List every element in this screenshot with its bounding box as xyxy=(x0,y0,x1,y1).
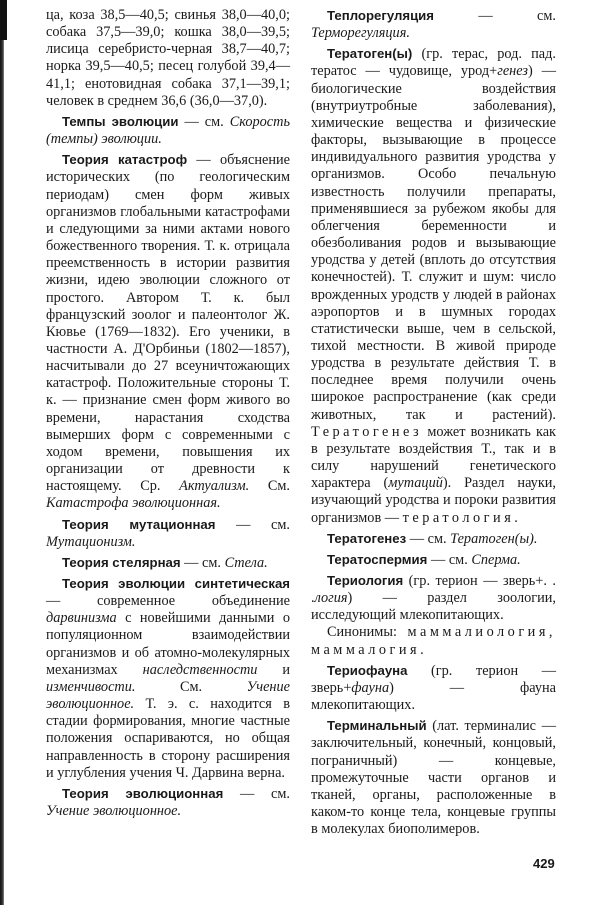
entry-reference: Учение эволюционное. xyxy=(46,803,182,820)
entry-see: — см. xyxy=(433,8,556,24)
entry-text: — современное объединение xyxy=(46,593,290,610)
entry-teratogeny xyxy=(311,45,556,526)
entry-teoriya-evolyutsii-sinteticheskaya xyxy=(46,575,290,782)
entry-reference: Катастрофа эволюционная. xyxy=(46,495,221,512)
entry-see: — см. xyxy=(223,785,290,802)
synonyms-label: Синонимы: xyxy=(327,624,408,641)
entry-text: ца, коза 38,5—40,5; свинья 38,0—40,0; собака 37,5—39,0; кошка 38,0—39,5; лисица серебристо-черная 38,7—40,7; норка 39,5—40,5; песец голубой 39,4—41,1; енотовидная собака 37,1—39,1; человек в среднем 36,6 (36,0—37,0). xyxy=(46,7,290,109)
entry-reference: Актуализм. xyxy=(179,478,250,495)
entry-reference: Скорость (темпы) эволюции. xyxy=(46,113,290,148)
entry-text: может возникать как в результате воздействия Т., так и в силу нарушений генетического характера ( xyxy=(311,423,556,492)
entry-text: ) — раздел зоологии, исследующий млекопитающих. xyxy=(311,590,556,624)
entry-continuation-temperatures xyxy=(46,7,290,110)
entry-text: (гр. терион — зверь+ xyxy=(311,662,556,696)
entry-reference: Учение эволюционное. xyxy=(46,678,290,713)
entry-text: См. xyxy=(135,678,247,695)
entry-spaced-term: Тератогенез xyxy=(311,423,423,440)
synonyms-list: маммалиология, маммалогия. xyxy=(311,624,556,658)
entry-see: — см. xyxy=(406,530,451,547)
entry-term: Териология xyxy=(327,573,404,588)
entry-term: Теория мутационная xyxy=(62,516,216,532)
entry-teriofauna xyxy=(311,662,556,714)
entry-teoriya-stelyarnaya xyxy=(46,554,290,572)
entry-see: — см. xyxy=(427,551,472,568)
entry-italic: мутаций xyxy=(388,475,443,492)
book-spine-edge-top xyxy=(0,0,7,40)
entry-term: Теплорегуляция xyxy=(327,8,434,23)
entry-reference: Стела. xyxy=(224,554,268,571)
entry-teriologiya xyxy=(311,572,556,624)
page-number: 429 xyxy=(533,856,555,871)
entry-synonyms xyxy=(311,624,556,658)
entry-text: (гр. терион — зверь+. . . xyxy=(311,573,556,607)
entry-term: Теория катастроф xyxy=(62,152,188,168)
entry-text: (лат. терминалис — заключительный, конечный, концовый, пограничный) — концевые, промежуточные части органов и тканей, органы, расположенные в каком-то конце тела, концевые группы в молекулах биополимеров. xyxy=(311,718,556,838)
entry-italic: фауна xyxy=(351,679,390,696)
entry-italic: дарвинизма xyxy=(46,610,117,627)
entry-tempy-evolyutsii xyxy=(46,113,290,148)
entry-terminalnyy xyxy=(311,717,556,838)
entry-text: Т. э. с. находится в стадии формирования, многие частные положения оспариваются, но общая направленность в сторону расширения и углубления учения Ч. Дарвина верна. xyxy=(46,696,290,781)
entry-term: Теория стелярная xyxy=(62,554,181,570)
entry-term: Тератогенез xyxy=(327,530,407,546)
entry-teoriya-evolyutsionnaya xyxy=(46,785,290,820)
entry-reference: Мутационизм. xyxy=(46,533,136,550)
right-column xyxy=(311,7,556,841)
entry-term: Тератоспермия xyxy=(327,551,428,567)
entry-reference: Терморегуляция. xyxy=(311,25,410,42)
entry-text: (гр. терас, род. пад. тератос — чудовище, урод+ xyxy=(311,46,556,80)
entry-teratogenez xyxy=(311,530,556,548)
entry-text: — объяснение исторических (по геологическим периодам) смен форм живых организмов глобальными катастрофами и следующими за ними актами нового божественного творения. Т. к. отрицала преемственность в истории развития жизни, идею эволюции сложного от простого. Автором Т. к. был французский зоолог и палеонтолог Ж. Кювье (1769—1832). Его ученики, в частности А. Д'Орбиньи (1802—1857), насчитывали до 27 всеуничтожающих катастроф. Положительные стороны Т. к. — признание смен форм живого во времени, нарастания сходства вымерших форм с современными с ходом времени, повышения их организации от древности к настоящему. Ср. xyxy=(46,152,290,495)
entry-term: Терминальный xyxy=(327,718,427,734)
entry-see: — см. xyxy=(180,554,225,571)
entry-teploregulyatsiya xyxy=(311,7,556,42)
entry-see: — см. xyxy=(178,113,230,130)
entry-spaced-term: тератология. xyxy=(402,509,522,526)
entry-reference: Тератоген(ы). xyxy=(450,530,538,547)
entry-teoriya-katastrof xyxy=(46,151,290,512)
entry-term: Теория эволюции синтетическая xyxy=(62,576,290,591)
entry-text: с новейшими данными о популяционном взаимодействии организмов и об атомно-молекулярных механизмах xyxy=(46,610,290,678)
entry-italic: наследственности xyxy=(142,661,258,678)
entry-see: — см. xyxy=(215,516,290,533)
entry-term: Темпы эволюции xyxy=(62,113,179,129)
entry-text: и xyxy=(257,661,290,678)
entry-italic: изменчивости. xyxy=(46,678,136,695)
entry-term: Териофауна xyxy=(327,662,408,678)
entry-italic: логия xyxy=(314,590,348,607)
entry-text: ) — фауна млекопитающих. xyxy=(311,679,556,714)
book-spine-edge xyxy=(0,0,4,905)
entry-reference: Сперма. xyxy=(471,551,521,568)
entry-text: ) — биологические воздействия (внутриутробные заболевания), химические вещества и физические факторы, вызывающие в процессе индивидуального развития уродства у организмов. Особо печальную известность получили препараты, применявшиеся за рубежом якобы для облегчения беременности и обезболивания родов и вызывающие уродства у детей (вплоть до отсутствия конечностей). Т. служит и шум: число врожденных уродств у людей в районах аэропортов и в шумных городах статистически выше, чем в сельской, тихой местности. В живой природе уродства в результате действия Т. в последнее время получили очень широкое распространение (как среди животных, так и растений). xyxy=(311,63,556,423)
entry-see: См. xyxy=(249,478,290,495)
left-column xyxy=(46,7,290,823)
entry-teratospermiya xyxy=(311,551,556,569)
entry-text: ). Раздел науки, изучающий уродства и пороки развития организмов — xyxy=(311,475,557,526)
entry-italic: генез xyxy=(497,63,529,80)
entry-term: Теория эволюционная xyxy=(62,785,224,801)
entry-teoriya-mutatsionnaya xyxy=(46,516,290,551)
entry-term: Тератоген(ы) xyxy=(327,46,413,62)
